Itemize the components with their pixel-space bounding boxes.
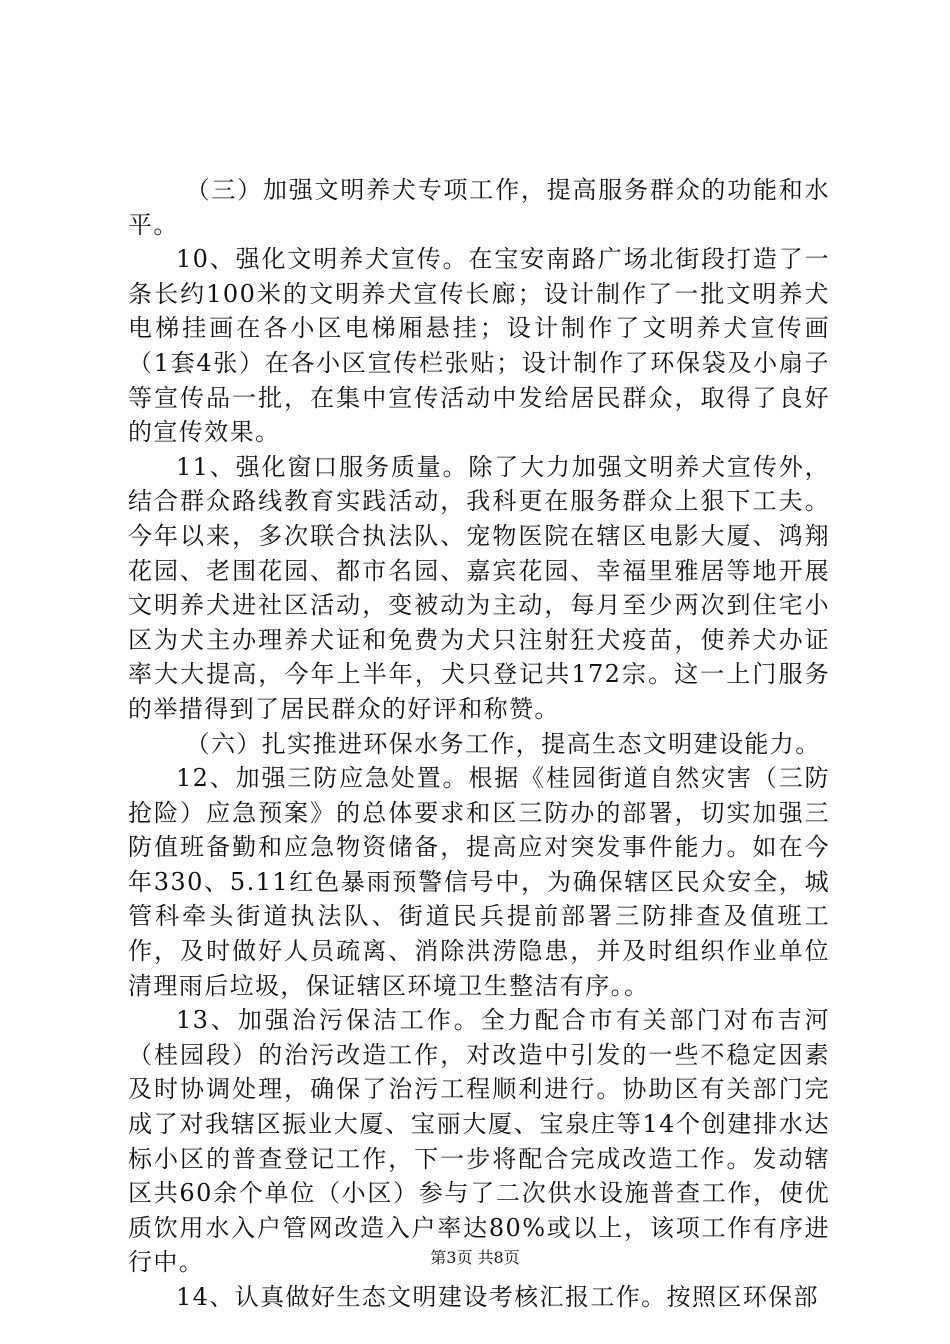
paragraph-item-11: 11、强化窗口服务质量。除了大力加强文明养犬宣传外，结合群众路线教育实践活动，我科更在服务群众上狠下工夫。今年以来，多次联合执法队、宠物医院在辖区电影大厦、鸿翔花园、老围花园、都市名园、嘉宾花园、幸福里雅居等地开展文明养犬进社区活动，变被动为主动，每月至少两次到住宅小区为犬主办理养犬证和免费为犬只注射狂犬疫苗，使养犬办证率大大提高，今年上半年，犬只登记共172宗。这一上门服务的举措得到了居民群众的好评和称赞。 xyxy=(128,452,830,723)
document-body xyxy=(128,173,830,1315)
paragraph-item-14: 14、认真做好生态文明建设考核汇报工作。按照区环保部 xyxy=(176,1283,819,1311)
section-heading-3: （三）加强文明养犬专项工作，提高服务群众的功能和水平。 xyxy=(128,176,830,239)
paragraph-item-10: 10、强化文明养犬宣传。在宝安南路广场北街段打造了一条长约100米的文明养犬宣传长廊；设计制作了一批文明养犬电梯挂画在各小区电梯厢悬挂；设计制作了文明养犬宣传画（1套4张）在各小区宣传栏张贴；设计制作了环保袋及小扇子等宣传品一批，在集中宣传活动中发给居民群众，取得了良好的宣传效果。 xyxy=(128,245,830,447)
paragraph-item-12: 12、加强三防应急处置。根据《桂园街道自然灾害（三防抢险）应急预案》的总体要求和区三防办的部署，切实加强三防值班备勤和应急物资储备，提高应对突发事件能力。如在今年330、5.11红色暴雨预警信号中，为确保辖区民众安全，城管科牵头街道执法队、街道民兵提前部署三防排查及值班工作，及时做好人员疏离、消除洪涝隐患，并及时组织作业单位清理雨后垃圾，保证辖区环境卫生整洁有序。。 xyxy=(128,764,830,1000)
section-heading-6: （六）扎实推进环保水务工作，提高生态文明建设能力。 xyxy=(185,729,821,758)
page-number-footer: 第3页 共8页 xyxy=(430,1248,520,1267)
paragraph-item-13: 13、加强治污保洁工作。全力配合市有关部门对布吉河（桂园段）的治污改造工作，对改造中引发的一些不稳定因素及时协调处理，确保了治污工程顺利进行。协助区有关部门完成了对我辖区振业大厦、宝丽大厦、宝泉庄等14个创建排水达标小区的普查登记工作，下一步将配合完成改造工作。发动辖区共60余个单位（小区）参与了二次供水设施普查工作，使优质饮用水入户管网改造入户率达80%或以上，该项工作有序进行中。 xyxy=(128,1006,830,1277)
